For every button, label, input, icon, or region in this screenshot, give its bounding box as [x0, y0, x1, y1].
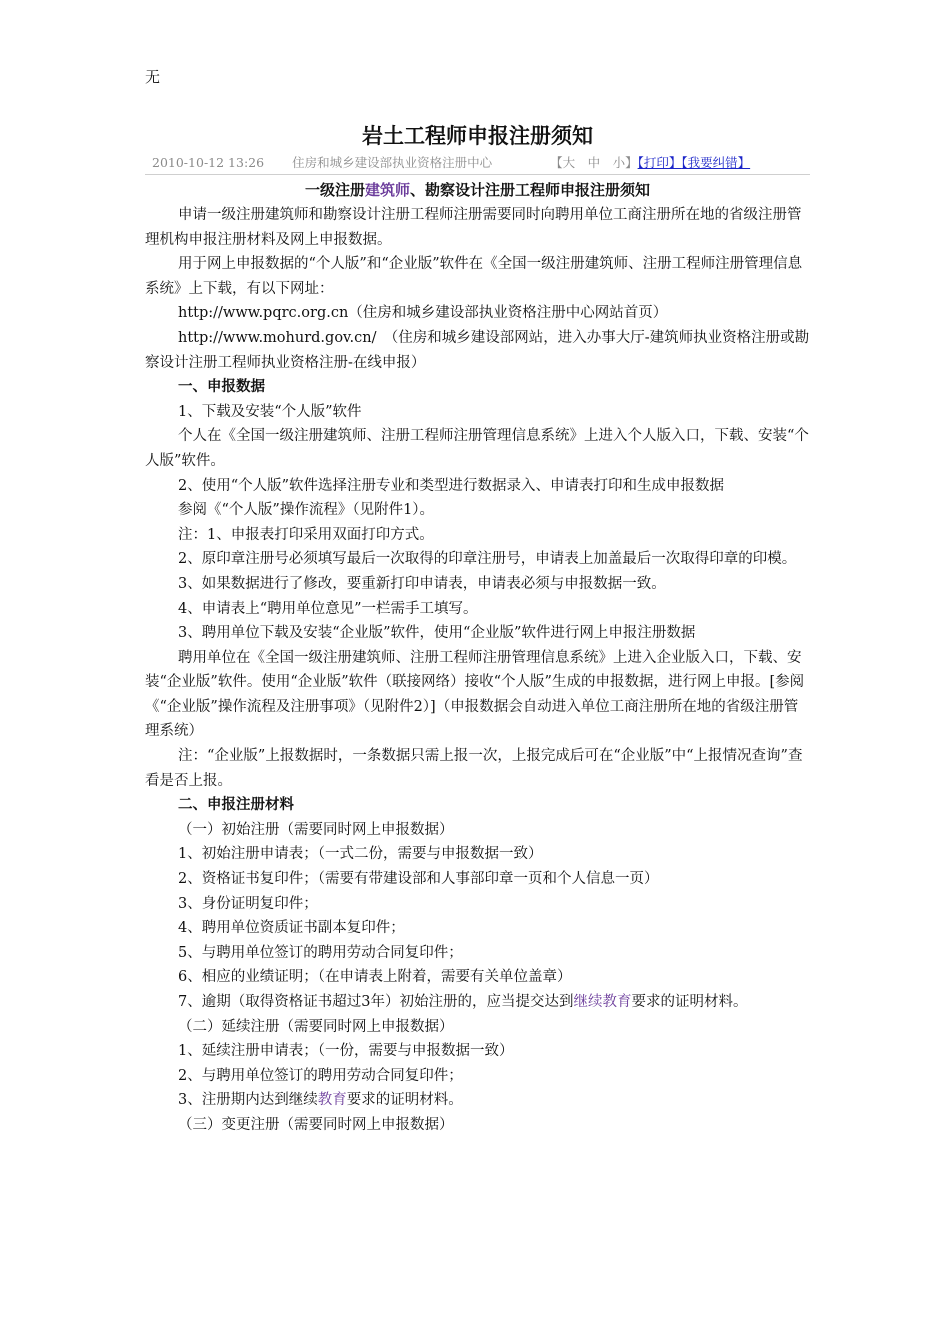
paragraph: 2、与聘用单位签订的聘用劳动合同复印件；: [178, 1067, 463, 1084]
publish-date: 2010-10-12 13:26: [152, 155, 265, 170]
source-label: 住房和城乡建设部执业资格注册中心: [292, 155, 493, 170]
subtitle: [145, 179, 810, 200]
paragraph: 3、身份证明复印件；: [178, 895, 318, 912]
subtitle-part: 、勘察设计注册工程师申报注册须知: [410, 181, 651, 199]
paragraph: 参阅《“个人版”操作流程》（见附件1）。: [178, 502, 435, 519]
paragraph: 聘用单位在《全国一级注册建筑师、注册工程师注册管理信息系统》上进入企业版入口，下载、安装“企业版”软件。使用“企业版”软件（联接网络）接收“个人版”生成的申报数据，进行网上申报。[参阅《“企业版”操作流程及注册事项》（见附件2）]（申报数据会自动进入单位工商注册所在地的省级注册管理系统）: [145, 649, 805, 740]
paragraph: 注：1、申报表打印采用双面打印方式。: [178, 526, 434, 543]
paragraph: （三）变更注册（需要同时网上申报数据）: [178, 1116, 454, 1133]
paragraph: 1、延续注册申请表；（一份，需要与申报数据一致）: [178, 1043, 514, 1060]
text-part: 要求的证明材料。: [346, 1092, 463, 1109]
paragraph: 5、与聘用单位签订的聘用劳动合同复印件；: [178, 944, 463, 961]
url-paragraph: http://www.mohurd.gov.cn/ （住房和城乡建设部网站，进入办事大厅-建筑师执业资格注册或勘察设计注册工程师执业资格注册-在线申报）: [145, 329, 810, 371]
section-heading: 二、申报注册材料: [178, 797, 294, 814]
page-title: 岩土工程师申报注册须知: [362, 124, 593, 148]
paragraph: 1、初始注册申请表；（一式二份，需要与申报数据一致）: [178, 846, 543, 863]
paragraph: 6、相应的业绩证明；（在申请表上附着，需要有关单位盖章）: [178, 969, 572, 986]
header-text: 无: [145, 68, 161, 86]
paragraph: 3、聘用单位下载及安装“企业版”软件，使用“企业版”软件进行网上申报注册数据: [178, 625, 696, 642]
text-part: 要求的证明材料。: [631, 994, 748, 1010]
article-meta: [152, 153, 802, 171]
paragraph: 2、资格证书复印件；（需要有带建设部和人事部印章一页和个人信息一页）: [178, 871, 659, 888]
continuing-education-link[interactable]: 继续教育: [573, 994, 632, 1010]
paragraph: 个人在《全国一级注册建筑师、注册工程师注册管理信息系统》上进入个人版入口，下载、安装“个人版”软件。: [145, 428, 809, 469]
paragraph: 3、如果数据进行了修改，要重新打印申请表，申请表必须与申报数据一致。: [178, 575, 666, 592]
paragraph: 4、聘用单位资质证书副本复印件；: [178, 920, 405, 937]
paragraph: 2、原印章注册号必须填写最后一次取得的印章注册号，申请表上加盖最后一次取得印章的印模。: [178, 551, 797, 568]
font-size-controls[interactable]: 【大 中 小】: [550, 155, 638, 170]
text-part: 3、注册期内达到继续: [178, 1092, 318, 1109]
article-body: [145, 203, 810, 1138]
paragraph: 用于网上申报数据的“个人版”和“企业版”软件在《全国一级注册建筑师、注册工程师注册管理信息系统》上下载，有以下网址：: [145, 256, 803, 297]
paragraph: 1、下载及安装“个人版”软件: [178, 403, 362, 420]
text-part: 7、逾期（取得资格证书超过3年）初始注册的，应当提交达到: [178, 994, 574, 1010]
paragraph: 2、使用“个人版”软件选择注册专业和类型进行数据录入、申请表打印和生成申报数据: [178, 477, 725, 494]
section-heading: 一、申报数据: [178, 379, 265, 396]
report-error-link[interactable]: 【我要纠错】: [681, 155, 751, 170]
architect-link[interactable]: 建筑师: [364, 181, 410, 199]
subtitle-part: 一级注册: [304, 181, 365, 199]
paragraph: （一）初始注册（需要同时网上申报数据）: [178, 821, 454, 838]
url-paragraph: http://www.pqrc.org.cn（住房和城乡建设部执业资格注册中心网站首页）: [178, 305, 668, 322]
paragraph: 注：“企业版”上报数据时，一条数据只需上报一次，上报完成后可在“企业版”中“上报情况查询”查看是否上报。: [145, 748, 803, 789]
paragraph: 申请一级注册建筑师和勘察设计注册工程师注册需要同时向聘用单位工商注册所在地的省级注册管理机构申报注册材料及网上申报数据。: [145, 207, 802, 248]
paragraph: （二）延续注册（需要同时网上申报数据）: [178, 1018, 454, 1035]
paragraph: 4、申请表上“聘用单位意见”一栏需手工填写。: [178, 600, 478, 617]
divider: [145, 174, 810, 175]
paragraph: [145, 990, 810, 1015]
education-link[interactable]: 教育: [317, 1092, 347, 1109]
print-link[interactable]: 【打印】: [637, 155, 682, 170]
paragraph: [145, 1088, 810, 1113]
